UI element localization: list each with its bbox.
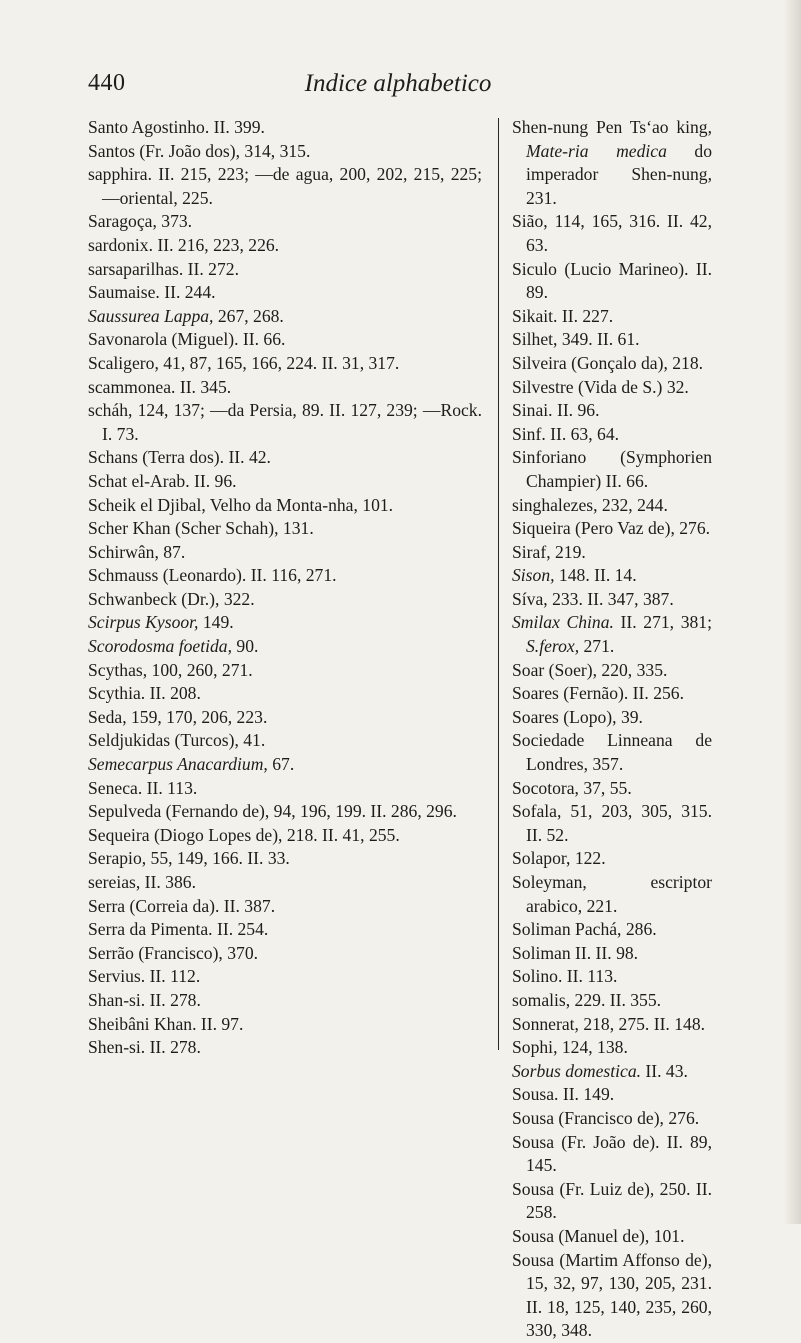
index-entry [88,753,482,777]
index-entry [88,1013,482,1037]
index-entry [88,258,482,282]
index-entry [512,1036,712,1060]
index-entry [512,942,712,966]
index-entry [512,1249,712,1343]
index-entry [88,800,482,824]
index-text: Sinf. II. 63, 64. [512,423,620,444]
index-text: Soliman II. II. 98. [512,942,639,963]
index-text: Shen-si. II. 278. [88,1037,201,1058]
index-text: 148. II. 14. [554,565,637,586]
index-term-italic: S.ferox, [526,636,580,657]
index-text: sarsaparilhas. II. 272. [88,258,239,279]
index-text: 90. [232,636,259,657]
index-term-italic: Semecarpus Anacardium, [88,754,268,775]
index-text: Scheik el Djibal, Velho da Monta-nha, 101. [88,494,394,515]
index-entry [512,446,712,493]
index-entry [512,541,712,565]
index-text: Siculo (Lucio Marineo). II. 89. [512,258,712,303]
index-entry [512,423,712,447]
index-entry [512,871,712,918]
index-text: Sofala, 51, 203, 305, 315. II. 52. [512,801,712,845]
index-entry [88,234,482,258]
index-entry [512,1225,712,1249]
index-entry [512,800,712,847]
index-text: Sousa (Manuel de), 101. [512,1225,685,1246]
page-edge [783,0,801,1224]
index-entry [512,659,712,683]
index-text: Savonarola (Miguel). II. 66. [88,329,286,350]
index-entry [512,517,712,541]
index-entry [512,328,712,352]
index-text: 67. [267,754,295,775]
index-entry [512,1107,712,1131]
index-term-italic: Sison, [512,565,555,586]
index-text: Sousa (Fr. João de). II. 89, 145. [512,1131,712,1176]
index-text: sardonix. II. 216, 223, 226. [88,234,280,255]
index-entry [512,588,712,612]
index-entry [88,611,482,635]
index-text: 267, 268. [213,305,284,326]
index-entry [88,446,482,470]
index-text: Sousa (Fr. Luiz de), 250. II. 258. [512,1178,712,1223]
index-entry [88,328,482,352]
index-entry [512,258,712,305]
index-text: Sonnerat, 218, 275. II. 148. [512,1013,706,1034]
index-text: Sikait. II. 227. [512,305,614,326]
index-text: Seldjukidas (Turcos), 41. [88,730,266,751]
index-text: sereias, II. 386. [88,872,196,892]
index-text: Síva, 233. II. 347, 387. [512,588,674,609]
index-term-italic: Mate-ria medica [526,140,667,161]
index-entry [512,965,712,989]
index-entry [512,116,712,210]
index-term-italic: Sorbus domestica. [512,1060,642,1081]
index-text: scammonea. II. 345. [88,376,232,397]
index-entry [512,682,712,706]
index-text: Shen-nung Pen Ts‘ao king, [512,117,712,137]
index-text: Sousa. II. 149. [512,1084,615,1105]
index-text: Shan-si. II. 278. [88,989,201,1010]
index-text: Seneca. II. 113. [88,777,198,798]
index-text: singhalezes, 232, 244. [512,494,668,515]
index-text: Soar (Soer), 220, 335. [512,659,668,680]
index-entry [512,399,712,423]
index-entry [512,376,712,400]
page-number: 440 [88,70,126,96]
index-entry [88,895,482,919]
index-entry [88,163,482,210]
index-entry [88,494,482,518]
index-text: Siqueira (Pero Vaz de), 276. [512,518,711,539]
index-text: Sheibâni Khan. II. 97. [88,1013,244,1034]
index-text: Sociedade Linneana de Londres, 357. [512,730,712,775]
index-text: Soliman Pachá, 286. [512,919,657,940]
index-text: Siraf, 219. [512,541,586,562]
index-entry [88,376,482,400]
index-text: Soares (Fernão). II. 256. [512,683,684,704]
index-text: Sinforiano (Symphorien Champier) II. 66. [512,447,712,491]
index-text: Seda, 159, 170, 206, 223. [88,706,268,727]
index-entry [88,281,482,305]
index-text: Silvestre (Vida de S.) 32. [512,376,689,397]
index-entry [512,1060,712,1084]
index-text: scháh, 124, 137; —da Persia, 89. II. 127, 239; —Rock. I. 73. [88,400,482,444]
index-entry [88,965,482,989]
running-title: Indice alphabetico [304,70,492,97]
index-text: do imperador Shen-nung, 231. [526,140,712,208]
index-entry [512,918,712,942]
index-entry [88,635,482,659]
index-entry [88,305,482,329]
index-text: Schwanbeck (Dr.), 322. [88,588,255,609]
index-entry [88,210,482,234]
index-text: Saragoça, 373. [88,211,193,232]
index-entry [88,989,482,1013]
index-entry [512,1131,712,1178]
index-text: Santo Agostinho. II. 399. [88,117,265,137]
index-entry [512,352,712,376]
index-text: Sinai. II. 96. [512,400,600,421]
index-entry [88,706,482,730]
index-entry [88,847,482,871]
index-column-right [512,116,712,1343]
index-entry [88,871,482,895]
index-text: 271. [579,636,615,657]
index-text: Sousa (Francisco de), 276. [512,1107,700,1128]
index-text: Serapio, 55, 149, 166. II. 33. [88,848,290,869]
index-text: Serrão (Francisco), 370. [88,942,259,963]
index-column-left [88,116,482,1060]
index-text: Sequeira (Diogo Lopes de), 218. II. 41, 255. [88,824,400,845]
index-text: Sião, 114, 165, 316. II. 42, 63. [512,211,712,255]
index-entry [512,729,712,776]
index-text: Schirwân, 87. [88,541,186,562]
index-entry [88,140,482,164]
index-text: Serra (Correia da). II. 387. [88,895,276,916]
index-entry [512,1013,712,1037]
index-entry [512,494,712,518]
index-entry [88,1036,482,1060]
index-entry [88,470,482,494]
index-entry [512,564,712,588]
index-text: Serra da Pimenta. II. 254. [88,919,269,940]
index-entry [512,847,712,871]
index-text: II. 43. [641,1060,688,1081]
index-text: Scythia. II. 208. [88,683,201,704]
index-entry [88,541,482,565]
index-entry [88,352,482,376]
index-entry [88,517,482,541]
index-text: 149. [198,612,234,633]
index-term-italic: Saussurea Lappa, [88,305,214,326]
index-text: Scher Khan (Scher Schah), 131. [88,518,314,539]
index-term-italic: Scirpus Kysoor, [88,612,199,633]
index-entry [88,777,482,801]
index-entry [88,942,482,966]
index-text: Solapor, 122. [512,848,606,869]
index-text: somalis, 229. II. 355. [512,989,662,1010]
index-text: Schmauss (Leonardo). II. 116, 271. [88,565,337,586]
index-text: sapphira. II. 215, 223; —de agua, 200, 202, 215, 225; —oriental, 225. [88,164,482,208]
index-text: Silhet, 349. II. 61. [512,329,640,350]
index-entry [88,659,482,683]
index-text: Soleyman, escriptor arabico, 221. [512,872,712,916]
index-entry [88,824,482,848]
index-text: Santos (Fr. João dos), 314, 315. [88,140,311,161]
index-entry [88,588,482,612]
index-text: Schat el-Arab. II. 96. [88,470,237,491]
index-entry [512,1178,712,1225]
index-entry [88,399,482,446]
index-entry [512,210,712,257]
index-entry [88,918,482,942]
index-entry [512,305,712,329]
index-text: Schans (Terra dos). II. 42. [88,447,271,468]
index-text: Soares (Lopo), 39. [512,706,643,727]
index-text: Sousa (Martim Affonso de), 15, 32, 97, 130, 205, 231. II. 18, 125, 140, 235, 260, 330, 348. [512,1249,712,1341]
index-text: Servius. II. 112. [88,966,201,987]
index-text: Sepulveda (Fernando de), 94, 196, 199. II. 286, 296. [88,801,457,822]
index-text: II. 271, 381; [613,612,712,633]
index-text: Sophi, 124, 138. [512,1037,628,1058]
index-entry [88,682,482,706]
index-entry [512,611,712,658]
index-text: Socotora, 37, 55. [512,777,632,798]
index-entry [88,729,482,753]
index-text: Solino. II. 113. [512,966,618,987]
index-term-italic: Smilax China. [512,612,614,633]
index-text: Silveira (Gonçalo da), 218. [512,352,704,373]
index-text: Scythas, 100, 260, 271. [88,659,253,680]
page-header [88,70,708,110]
index-entry [512,989,712,1013]
index-entry [512,706,712,730]
column-divider [498,118,499,1050]
index-text: Saumaise. II. 244. [88,282,216,303]
index-entry [88,116,482,140]
index-term-italic: Scorodosma foetida, [88,636,232,657]
index-entry [512,1083,712,1107]
index-entry [512,777,712,801]
index-text: Scaligero, 41, 87, 165, 166, 224. II. 31, 317. [88,352,400,373]
index-entry [88,564,482,588]
